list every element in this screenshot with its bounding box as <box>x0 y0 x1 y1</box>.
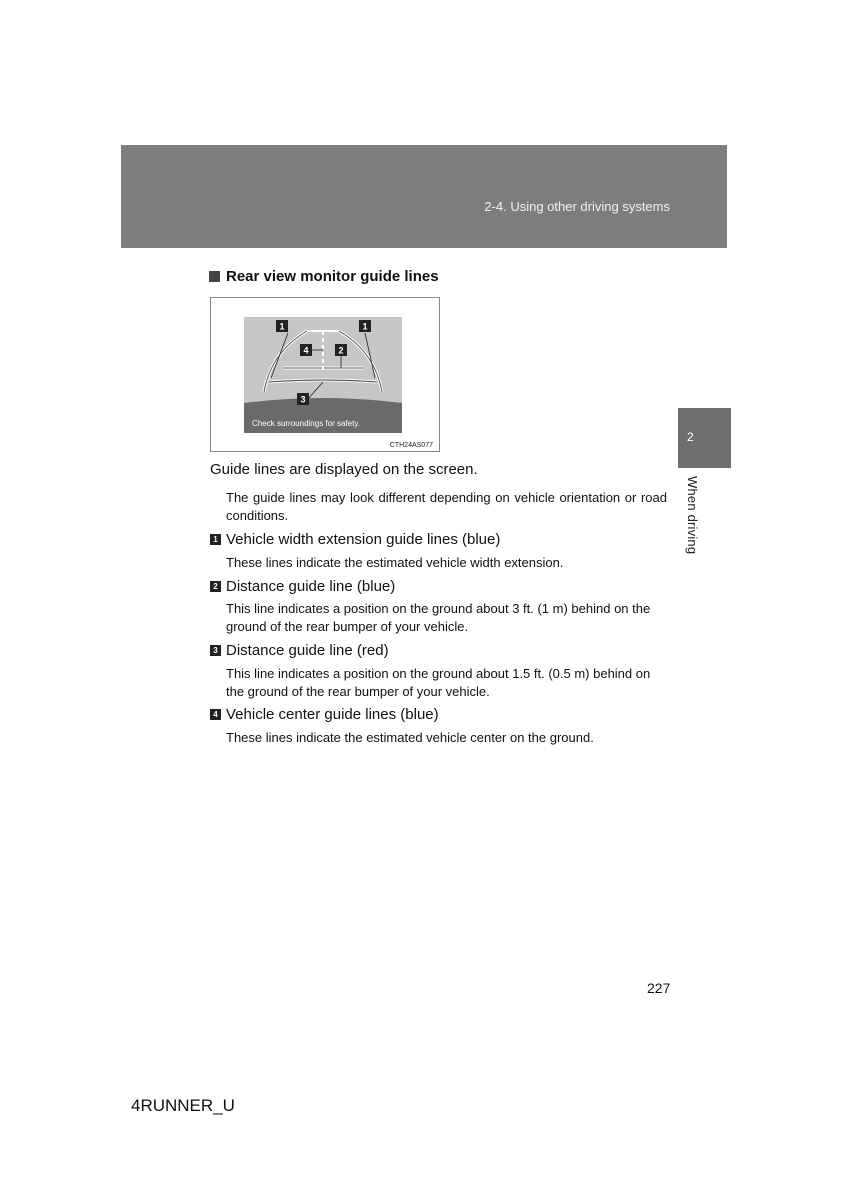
item-3-title <box>210 642 389 659</box>
callout-1-right <box>359 320 371 332</box>
number-1-icon: 1 <box>210 534 221 545</box>
heading-square-icon <box>209 271 220 282</box>
chapter-tab <box>678 408 731 468</box>
svg-text:3: 3 <box>300 394 306 405</box>
svg-text:1: 1 <box>362 321 368 332</box>
note-text: The guide lines may look different depending on vehicle orientation or road conditions. <box>226 490 667 523</box>
callout-1-left <box>276 320 288 332</box>
item-1-title <box>210 531 500 548</box>
figure-code: CTH24AS077 <box>389 442 433 449</box>
item-4-title-text: Vehicle center guide lines (blue) <box>226 706 439 723</box>
guide-lines-figure <box>210 297 440 452</box>
item-2-title-text: Distance guide line (blue) <box>226 578 396 595</box>
item-4-title <box>210 706 439 723</box>
item-2-title <box>210 578 395 595</box>
svg-text:1: 1 <box>279 321 285 332</box>
callout-4 <box>300 344 312 356</box>
section-title: 2-4. Using other driving systems <box>484 199 670 214</box>
item-3-description: This line indicates a position on the ground about 1.5 ft. (0.5 m) behind on the ground of the rear bumper of your vehicle. <box>226 666 651 699</box>
section-heading-text: Rear view monitor guide lines <box>226 268 439 285</box>
screen-message: Check surroundings for safety. <box>252 419 360 428</box>
svg-text:2: 2 <box>338 345 344 356</box>
item-1-description: These lines indicate the estimated vehicle width extension. <box>226 555 564 570</box>
number-4-icon: 4 <box>210 709 221 720</box>
item-2-description: This line indicates a position on the ground about 3 ft. (1 m) behind on the ground of the rear bumper of your vehicle. <box>226 601 651 634</box>
item-1-title-text: Vehicle width extension guide lines (blue) <box>226 531 501 548</box>
monitor-screen-illustration <box>211 298 439 451</box>
chapter-number: 2 <box>687 430 694 444</box>
header-band <box>121 145 727 248</box>
item-3-title-text: Distance guide line (red) <box>226 642 389 659</box>
chapter-label: When driving <box>685 476 700 555</box>
callout-2 <box>335 344 347 356</box>
number-2-icon: 2 <box>210 581 221 592</box>
page-number: 227 <box>647 980 671 996</box>
intro-text: Guide lines are displayed on the screen. <box>210 461 478 478</box>
section-heading <box>209 268 439 285</box>
svg-text:4: 4 <box>303 345 309 356</box>
footer-model: 4RUNNER_U <box>131 1096 235 1115</box>
item-4-description: These lines indicate the estimated vehicle center on the ground. <box>226 730 594 745</box>
callout-3 <box>297 393 309 405</box>
number-3-icon: 3 <box>210 645 221 656</box>
